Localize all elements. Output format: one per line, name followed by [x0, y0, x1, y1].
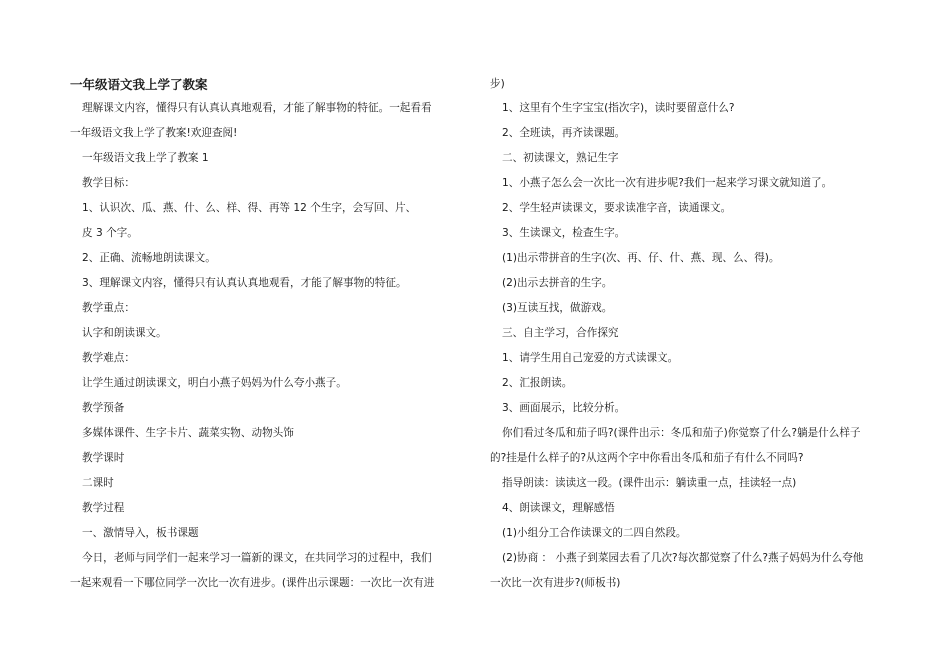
text-line: (2)出示去拼音的生字。 — [502, 277, 613, 289]
text-line: 2、正确、流畅地朗读课文。 — [82, 252, 216, 264]
text-line: 一、激情导入，板书课题 — [82, 527, 199, 539]
text-line: 2、学生轻声读课文，要求读准字音，读通课文。 — [502, 202, 732, 214]
text-line: 一年级语文我上学了教案 1 — [82, 152, 209, 164]
text-line: 教学课时 — [82, 452, 125, 464]
text-line: 3、画面展示，比较分析。 — [502, 402, 626, 414]
text-line: 二、初读课文，熟记生字 — [502, 152, 619, 164]
text-line: 今日，老师与同学们一起来学习一篇新的课文，在共同学习的过程中，我们 — [82, 552, 432, 564]
text-line: 教学难点： — [82, 352, 135, 364]
text-line: 一次比一次有进步?(师板书) — [490, 577, 621, 589]
text-line: 二课时 — [82, 477, 114, 489]
text-line: 2、汇报朗读。 — [502, 377, 573, 389]
text-line: 认字和朗读课文。 — [82, 327, 167, 339]
text-line: 理解课文内容，懂得只有认真认真地观看，才能了解事物的特征。一起看看 — [82, 102, 432, 114]
text-line: 1、请学生用自己宠爱的方式读课文。 — [502, 352, 679, 364]
text-line: 1、认识次、瓜、燕、什、么、样、得、再等 12 个生字，会写回、片、 — [82, 202, 417, 214]
text-line: 一年级语文我上学了教案!欢迎查阅! — [70, 127, 238, 139]
text-line: 3、理解课文内容，懂得只有认真认真地观看，才能了解事物的特征。 — [82, 277, 407, 289]
text-line: 多媒体课件、生字卡片、蔬菜实物、动物头饰 — [82, 427, 294, 439]
text-line: 4、朗读课文，理解感悟 — [502, 502, 615, 514]
text-line: 1、小燕子怎么会一次比一次有进步呢?我们一起来学习课文就知道了。 — [502, 177, 833, 189]
text-line: 教学预备 — [82, 402, 125, 414]
text-line: 2、全班读，再齐读课题。 — [502, 127, 626, 139]
text-line: (2)协商 ： 小燕子到菜园去看了几次?每次都觉察了什么?燕子妈妈为什么夸他 — [502, 552, 864, 564]
text-line: 一起来观看一下哪位同学一次比一次有进步。(课件出示课题：一次比一次有进 — [70, 577, 435, 589]
text-line: (1)出示带拼音的生字(次、再、仔、什、燕、现、么、得)。 — [502, 252, 780, 264]
text-line: 教学目标： — [82, 177, 135, 189]
text-line: 教学过程 — [82, 502, 125, 514]
text-line: 教学重点： — [82, 302, 135, 314]
text-line: 的?挂是什么样子的?从这两个字中你看出冬瓜和茄子有什么不同吗? — [490, 452, 804, 464]
text-line: 皮 3 个字。 — [82, 227, 138, 239]
text-line: 让学生通过朗读课文，明白小燕子妈妈为什么夸小燕子。 — [82, 377, 347, 389]
document-title: 一年级语文我上学了教案 — [70, 77, 208, 92]
text-line: 指导朗读：读读这一段。(课件出示：躺读重一点，挂读轻一点) — [502, 477, 797, 489]
text-line: 1、这里有个生字宝宝(指次字)，读时要留意什么? — [502, 102, 735, 114]
text-line: 你们看过冬瓜和茄子吗?(课件出示：冬瓜和茄子)你觉察了什么?躺是什么样子 — [502, 427, 861, 439]
text-line: (1)小组分工合作读课文的二四自然段。 — [502, 527, 687, 539]
text-line: 3、生读课文，检查生字。 — [502, 227, 626, 239]
text-line: 步) — [490, 78, 505, 90]
text-line: (3)互读互找，做游戏。 — [502, 302, 613, 314]
text-line: 三、自主学习，合作探究 — [502, 327, 619, 339]
